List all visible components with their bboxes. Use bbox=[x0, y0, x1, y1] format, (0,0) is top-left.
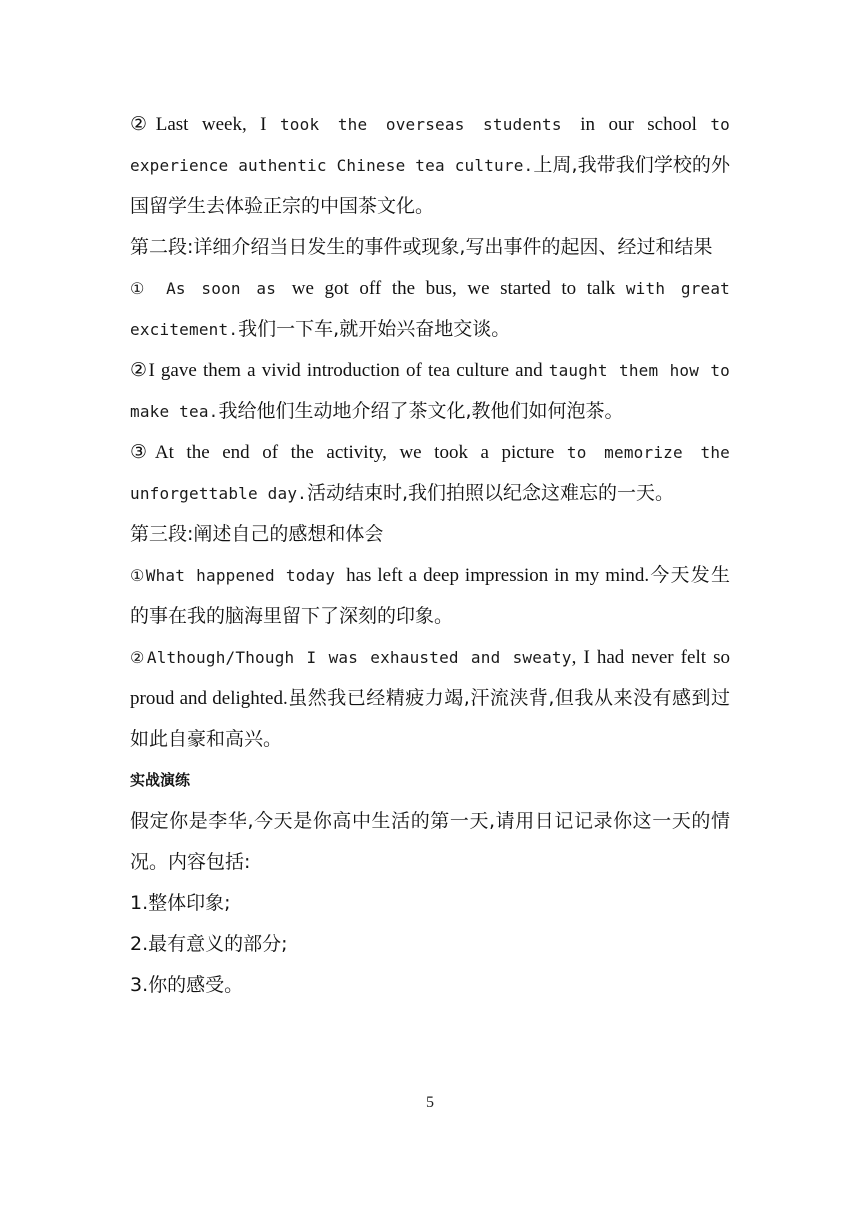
paragraph bbox=[130, 227, 730, 268]
text-run: 今天发生的事在我的脑海里留下了深刻的印象。 bbox=[130, 564, 730, 627]
text-run: 上周,我带我们学校的外国留学生去体验正宗的中国茶文化。 bbox=[130, 154, 730, 217]
paragraph bbox=[130, 104, 730, 227]
text-run: 我给他们生动地介绍了茶文化,教他们如何泡茶。 bbox=[218, 400, 624, 422]
page-content bbox=[130, 104, 730, 1006]
text-run: , I had never felt so proud and delighted. bbox=[130, 647, 730, 709]
paragraph bbox=[130, 514, 730, 555]
text-run: 虽然我已经精疲力竭,汗流浃背,但我从来没有感到过如此自豪和高兴。 bbox=[130, 687, 730, 750]
paragraph bbox=[130, 637, 730, 760]
text-run: ②Although/Though I was exhausted and sweaty bbox=[130, 648, 572, 667]
text-run: to memorize the unforgettable day. bbox=[130, 443, 730, 503]
text-run: ②I gave them a vivid introduction of tea culture and bbox=[130, 360, 549, 381]
text-run: ②Last week, I bbox=[130, 114, 280, 135]
paragraph bbox=[130, 555, 730, 637]
task-item-3: 3.你的感受。 bbox=[130, 974, 244, 996]
section-heading: 实战演练 bbox=[130, 771, 191, 789]
task-item-2: 2.最有意义的部分; bbox=[130, 933, 288, 955]
text-run: we got off the bus, we started to talk bbox=[291, 278, 626, 299]
text-run: ① As soon as bbox=[130, 279, 292, 298]
text-run: 第二段:详细介绍当日发生的事件或现象,写出事件的起因、经过和结果 bbox=[130, 236, 713, 258]
text-run: in our school bbox=[580, 114, 711, 135]
text-run: 我们一下车,就开始兴奋地交谈。 bbox=[238, 318, 511, 340]
text-run: taught them how to make tea. bbox=[130, 361, 730, 421]
text-run: has left a deep impression in my mind. bbox=[346, 565, 650, 586]
paragraph-list bbox=[130, 104, 730, 760]
task-prompt: 假定你是李华,今天是你高中生活的第一天,请用日记记录你这一天的情况。内容包括: bbox=[130, 810, 730, 873]
text-run: 第三段:阐述自己的感想和体会 bbox=[130, 523, 384, 545]
text-run: 活动结束时,我们拍照以纪念这难忘的一天。 bbox=[307, 482, 675, 504]
paragraph bbox=[130, 350, 730, 432]
paragraph bbox=[130, 268, 730, 350]
text-run: with great excitement. bbox=[130, 279, 731, 339]
task-item-1: 1.整体印象; bbox=[130, 892, 231, 914]
text-run: ①What happened today bbox=[130, 566, 347, 585]
text-run: to experience authentic Chinese tea culture. bbox=[130, 115, 730, 175]
text-run: took the overseas students bbox=[279, 115, 581, 134]
page-number: 5 bbox=[426, 1094, 434, 1111]
text-run: ③At the end of the activity, we took a picture bbox=[130, 442, 567, 463]
paragraph bbox=[130, 432, 730, 514]
